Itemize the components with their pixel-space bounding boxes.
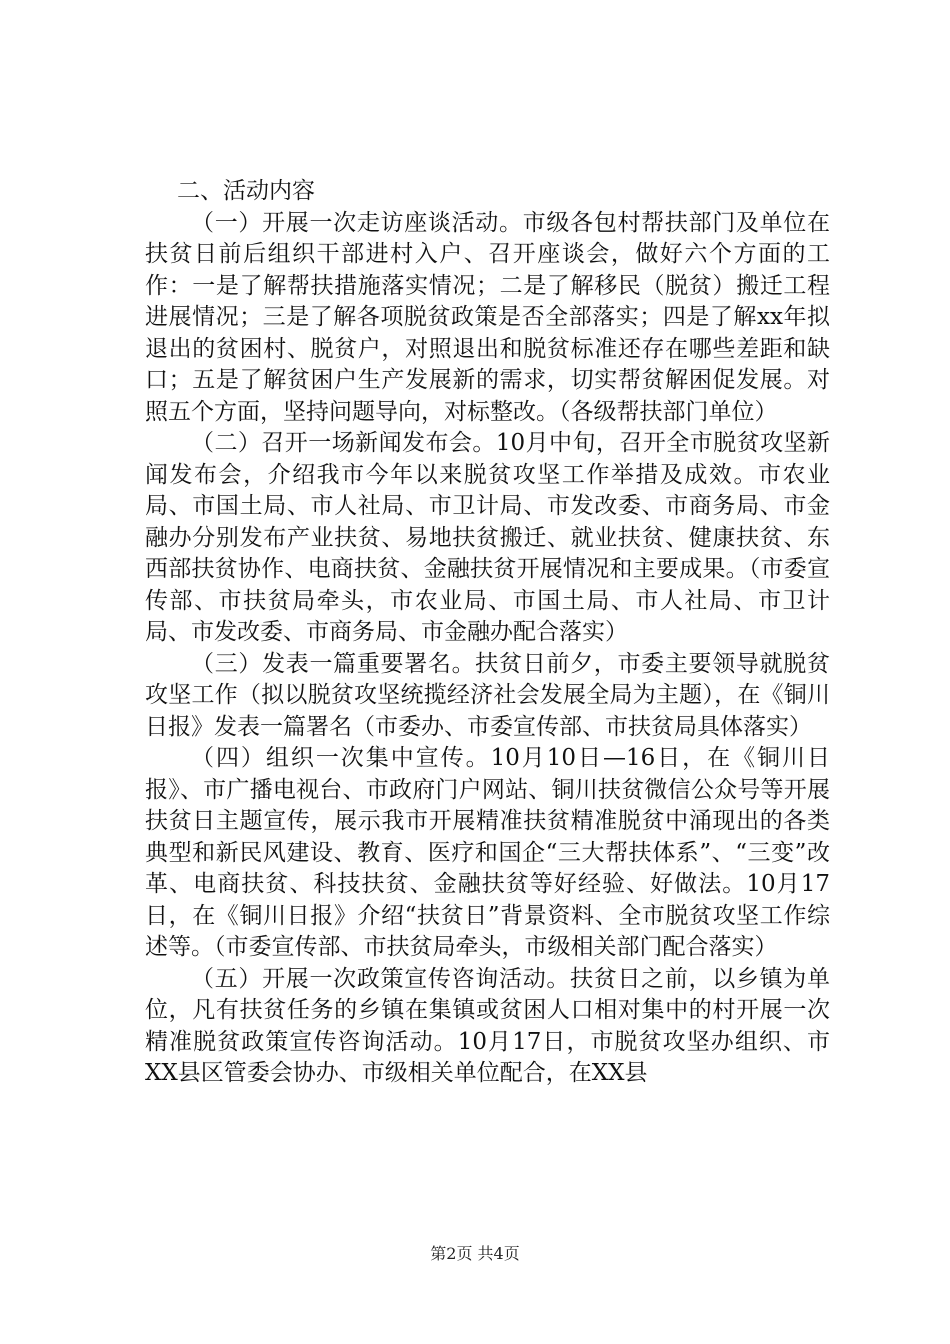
paragraph-signed-article: （三）发表一篇重要署名。扶贫日前夕，市委主要领导就脱贫攻坚工作（拟以脱贫攻坚统揽经济社会发展全局为主题），在《铜川日报》发表一篇署名（市委办、市委宣传部、市扶贫局具体落实）	[145, 650, 830, 740]
page-number: 第2页 共4页	[430, 1244, 520, 1263]
paragraph-visit-forum: （一）开展一次走访座谈活动。市级各包村帮扶部门及单位在扶贫日前后组织干部进村入户、召开座谈会，做好六个方面的工作：一是了解帮扶措施落实情况；二是了解移民（脱贫）搬迁工程进展情况；三是了解各项脱贫政策是否全部落实；四是了解xx年拟退出的贫困村、脱贫户，对照退出和脱贫标准还存在哪些差距和缺口；五是了解贫困户生产发展新的需求，切实帮贫解困促发展。对照五个方面，坚持问题导向，对标整改。（各级帮扶部门单位）	[145, 209, 830, 425]
paragraph-publicity: （四）组织一次集中宣传。10月10日—16日，在《铜川日报》、市广播电视台、市政府门户网站、铜川扶贫微信公众号等开展扶贫日主题宣传，展示我市开展精准扶贫精准脱贫中涌现出的各类典型和新民风建设、教育、医疗和国企“三大帮扶体系”、“三变”改革、电商扶贫、科技扶贫、金融扶贫等好经验、好做法。10月17日，在《铜川日报》介绍“扶贫日”背景资料、全市脱贫攻坚工作综述等。（市委宣传部、市扶贫局牵头，市级相关部门配合落实）	[145, 745, 830, 960]
paragraph-policy-consultation: （五）开展一次政策宣传咨询活动。扶贫日之前，以乡镇为单位，凡有扶贫任务的乡镇在集镇或贫困人口相对集中的村开展一次精准脱贫政策宣传咨询活动。10月17日，市脱贫攻坚办组织、市XX县区管委会协办、市级相关单位配合，在XX县	[145, 965, 830, 1086]
section-title: 二、活动内容	[177, 178, 315, 204]
document-body	[145, 176, 830, 1090]
paragraph-press-conference: （二）召开一场新闻发布会。10月中旬，召开全市脱贫攻坚新闻发布会，介绍我市今年以来脱贫攻坚工作举措及成效。市农业局、市国土局、市人社局、市卫计局、市发改委、市商务局、市金融办分别发布产业扶贫、易地扶贫搬迁、就业扶贫、健康扶贫、东西部扶贫协作、电商扶贫、金融扶贫开展情况和主要成果。（市委宣传部、市扶贫局牵头，市农业局、市国土局、市人社局、市卫计局、市发改委、市商务局、市金融办配合落实）	[145, 430, 830, 645]
